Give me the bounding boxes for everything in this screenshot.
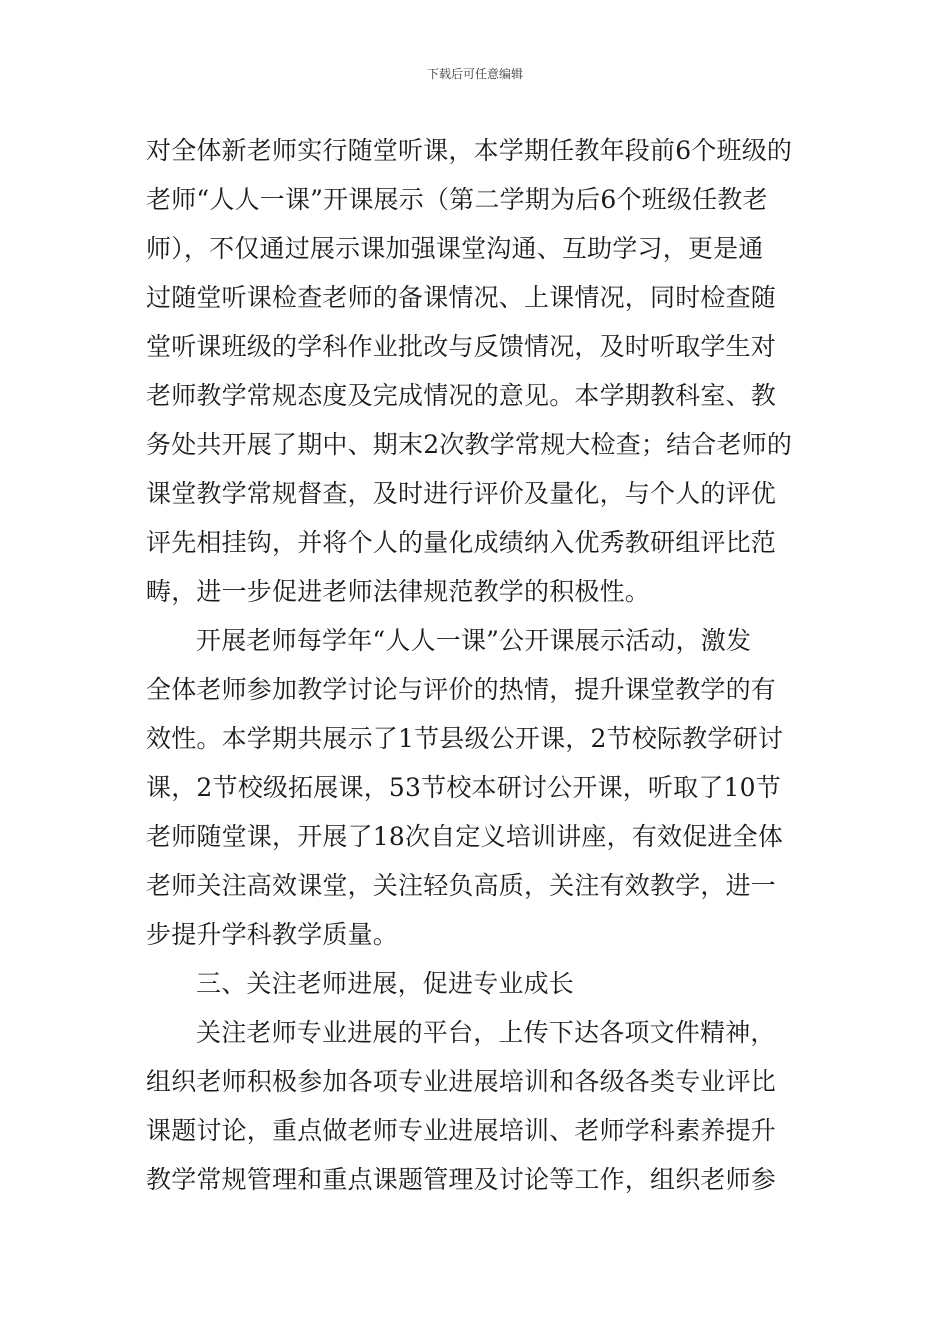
text-line: 步提升学科教学质量。 — [146, 920, 399, 949]
page-header: 下载后可任意编辑 — [426, 67, 523, 81]
text-line: 老师“人人一课”开课展示（第二学期为后6个班级任教老 — [146, 185, 768, 214]
document-body — [146, 126, 816, 1204]
text-line: 组织老师积极参加各项专业进展培训和各级各类专业评比 — [146, 1067, 777, 1096]
text-line: 过随堂听课检查老师的备课情况、上课情况，同时检查随 — [146, 283, 777, 312]
text-line: 老师关注高效课堂，关注轻负高质，关注有效教学，进一 — [146, 871, 777, 900]
text-line: 课堂教学常规督查，及时进行评价及量化，与个人的评优 — [146, 479, 777, 508]
paragraph-first-line: 关注老师专业进展的平台，上传下达各项文件精神， — [196, 1018, 776, 1047]
text-line: 效性。本学期共展示了1节县级公开课，2节校际教学研讨 — [146, 724, 784, 753]
text-line: 课，2节校级拓展课，53节校本研讨公开课，听取了10节 — [146, 773, 781, 802]
paragraph-first-line: 开展老师每学年“人人一课”公开课展示活动，激发 — [196, 626, 752, 655]
text-line: 师），不仅通过展示课加强课堂沟通、互助学习，更是通 — [146, 234, 764, 263]
text-line: 畴，进一步促进老师法律规范教学的积极性。 — [146, 577, 651, 606]
text-line: 课题讨论，重点做老师专业进展培训、老师学科素养提升 — [146, 1116, 777, 1145]
text-line: 评先相挂钩，并将个人的量化成绩纳入优秀教研组评比范 — [146, 528, 777, 557]
text-line: 老师教学常规态度及完成情况的意见。本学期教科室、教 — [146, 381, 777, 410]
text-line: 老师随堂课，开展了18次自定义培训讲座，有效促进全体 — [146, 822, 784, 851]
text-line: 对全体新老师实行随堂听课，本学期任教年段前6个班级的 — [146, 136, 793, 165]
text-line: 全体老师参加教学讨论与评价的热情，提升课堂教学的有 — [146, 675, 777, 704]
section-heading: 三、关注老师进展，促进专业成长 — [196, 969, 575, 998]
text-line: 务处共开展了期中、期末2次教学常规大检查；结合老师的 — [146, 430, 793, 459]
text-line: 教学常规管理和重点课题管理及讨论等工作，组织老师参 — [146, 1165, 777, 1194]
text-line: 堂听课班级的学科作业批改与反馈情况，及时听取学生对 — [146, 332, 777, 361]
